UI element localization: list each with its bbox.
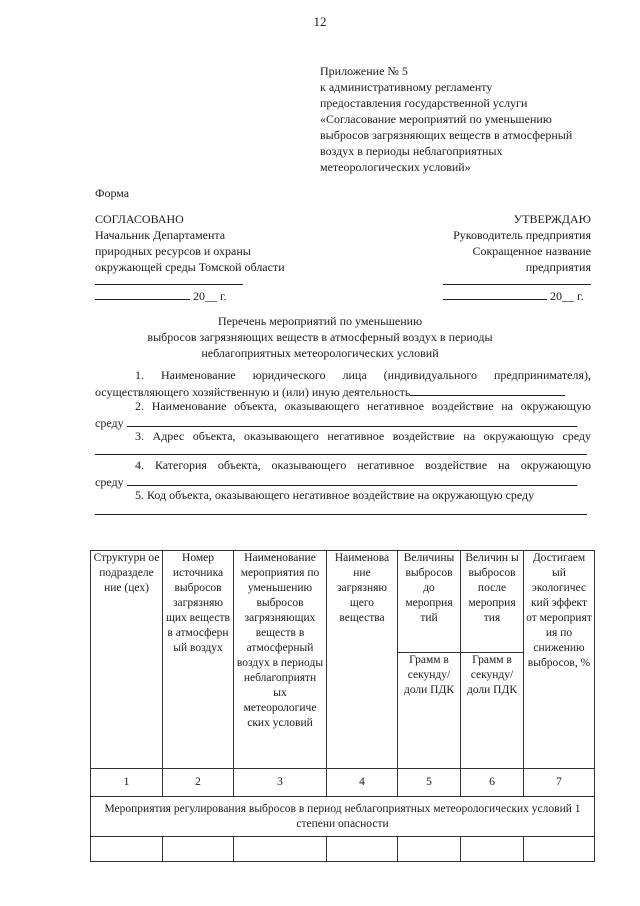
item-5-blank-line: [95, 500, 587, 515]
item-1-line-1: 1. Наименование юридического лица (индивидуального предпринимателя),: [135, 368, 591, 382]
table-cell[interactable]: [327, 837, 398, 862]
column-number: 5: [398, 769, 461, 797]
agreed-date: [95, 287, 227, 304]
appendix-line: воздух в периоды неблагоприятных: [320, 144, 503, 158]
header-ecological-effect: Достигаем ый экологичес кий эффект от мероприят ия по снижению выбросов, %: [524, 551, 595, 769]
appendix-title: Приложение № 5: [320, 64, 408, 78]
agreed-line: окружающей среды Томской области: [95, 260, 285, 274]
item-4-blank: [127, 473, 577, 486]
document-title: [60, 313, 580, 361]
appendix-line: к административному регламенту: [320, 80, 493, 94]
appendix-line: «Согласование мероприятий по уменьшению: [320, 112, 552, 126]
appendix-line: выбросов загрязняющих веществ в атмосферный: [320, 128, 573, 142]
column-number: 1: [91, 769, 163, 797]
document-title-line: Перечень мероприятий по уменьшению: [217, 314, 423, 328]
approve-date-text: 20__ г.: [550, 289, 584, 303]
table-cell[interactable]: [234, 837, 327, 862]
item-5-line-1: 5. Код объекта, оказывающего негативное воздействие на окружающую среду: [135, 488, 535, 502]
approve-signature-line: [443, 270, 591, 285]
appendix-line: метеорологических условий»: [320, 160, 471, 174]
item-4-line-1: 4. Категория объекта, оказывающего негативное воздействие на окружающую: [135, 458, 591, 472]
approve-date-blank: [443, 287, 547, 300]
header-emissions-after: Величин ы выбросов после мероприя тия: [461, 551, 524, 653]
approve-date: [443, 287, 584, 304]
table-cell[interactable]: [91, 837, 163, 862]
header-emissions-before: Величины выбросов до мероприя тий: [398, 551, 461, 653]
column-number: 4: [327, 769, 398, 797]
column-number: 7: [524, 769, 595, 797]
agreed-heading: СОГЛАСОВАНО: [95, 212, 184, 226]
form-label: Форма: [95, 186, 130, 200]
item-3-blank-line: [95, 440, 587, 455]
approve-line: Сокращенное название: [472, 244, 591, 258]
table-cell[interactable]: [461, 837, 524, 862]
approve-block: [330, 211, 591, 275]
column-number: 6: [461, 769, 524, 797]
agreed-date-blank: [95, 287, 190, 300]
appendix-block: [320, 63, 620, 175]
item-2-blank: [127, 414, 577, 427]
units-after: Грамм в секунду/ доли ПДК: [461, 653, 524, 769]
agreed-line: природных ресурсов и охраны: [95, 244, 251, 258]
agreed-block: [95, 211, 355, 275]
approve-line: Руководитель предприятия: [453, 228, 591, 242]
document-title-line: выбросов загрязняющих веществ в атмосферный воздух в периоды: [147, 330, 493, 344]
page-number: 12: [313, 14, 327, 29]
agreed-date-text: 20__ г.: [193, 289, 227, 303]
item-1-text: осуществляющего хозяйственную и (или) иную деятельность: [95, 385, 411, 399]
column-number: 2: [163, 769, 234, 797]
table-cell[interactable]: [524, 837, 595, 862]
item-1-blank: [410, 383, 565, 396]
header-source-number: Номер источника выбросов загрязняю щих веществ в атмосферн ый воздух: [163, 551, 234, 769]
item-2-text: среду: [95, 416, 124, 430]
measures-table: [90, 550, 595, 862]
document-title-line: неблагоприятных метеорологических условий: [201, 346, 439, 360]
table-cell[interactable]: [163, 837, 234, 862]
header-measure-name: Наименование мероприятия по уменьшению выбросов загрязняющих веществ в атмосферный воздух в периоды неблагоприятн ых метеорологиче ских условий: [234, 551, 327, 769]
table-cell[interactable]: [398, 837, 461, 862]
approve-heading: УТВЕРЖДАЮ: [513, 212, 591, 226]
section-row: Мероприятия регулирования выбросов в период неблагоприятных метеорологических условий 1 степени опасности: [91, 797, 595, 837]
item-4-text: среду: [95, 475, 124, 489]
approve-line: предприятия: [525, 260, 591, 274]
agreed-line: Начальник Департамента: [95, 228, 226, 242]
header-pollutant-name: Наименова ние загрязняю щего вещества: [327, 551, 398, 769]
item-3-line-1: 3. Адрес объекта, оказывающего негативное воздействие на окружающую среду: [135, 429, 591, 443]
appendix-line: предоставления государственной услуги: [320, 96, 528, 110]
units-before: Грамм в секунду/ доли ПДК: [398, 653, 461, 769]
column-number: 3: [234, 769, 327, 797]
item-2-line-1: 2. Наименование объекта, оказывающего негативное воздействие на окружающую: [135, 399, 591, 413]
agreed-signature-line: [95, 270, 243, 285]
header-structural-unit: Структурн ое подразделе ние (цех): [91, 551, 163, 769]
